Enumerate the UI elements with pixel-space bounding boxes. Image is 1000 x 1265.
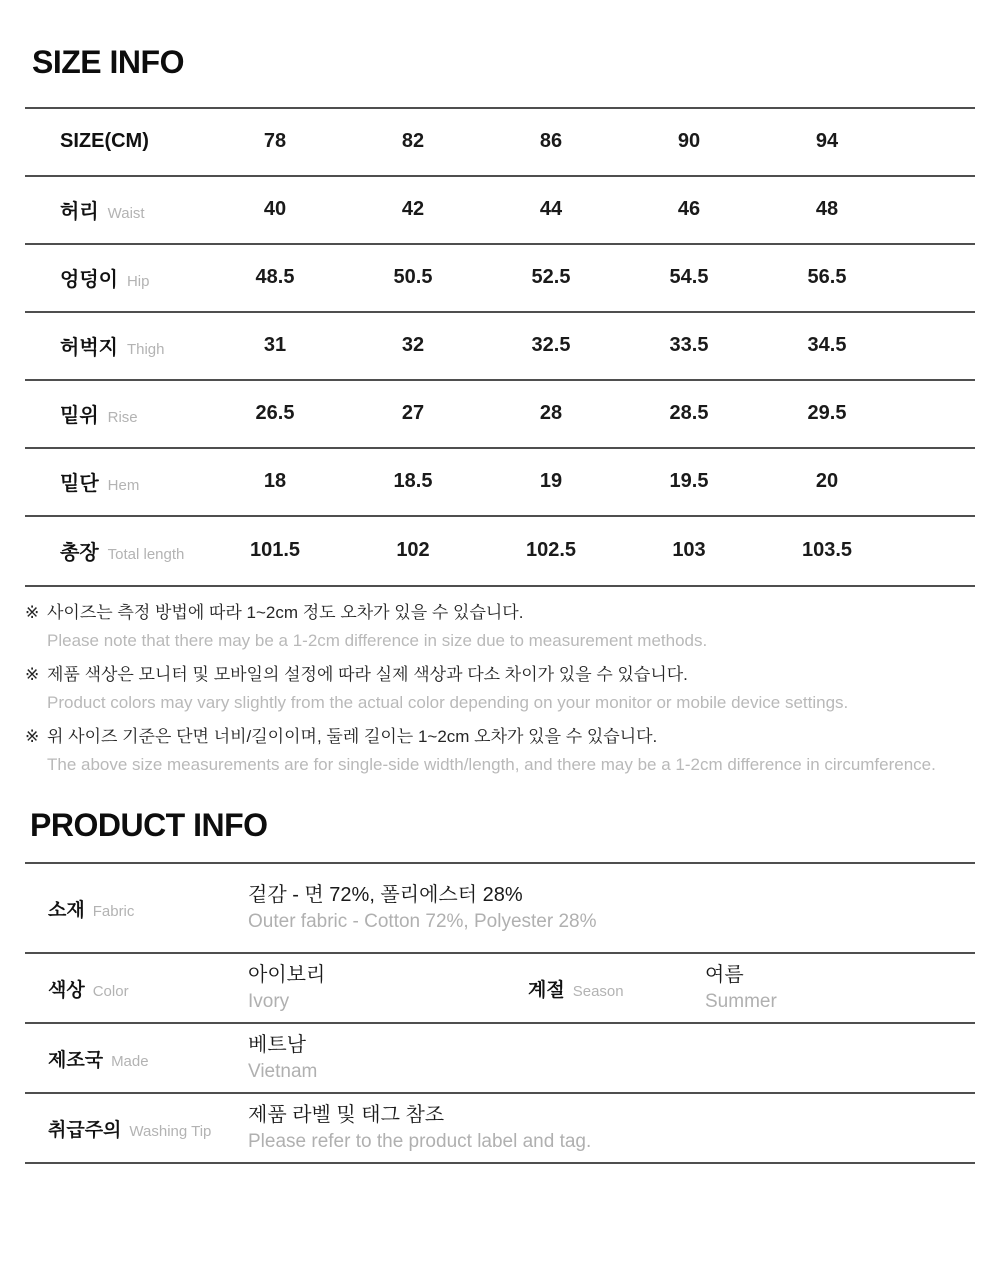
product-value-kr: 베트남 bbox=[248, 1033, 306, 1056]
note-text-en: Please note that there may be a 1-2cm difference in size due to measurement methods. bbox=[47, 630, 708, 650]
product-value-kr: 겉감 - 면 72%, 폴리에스터 28% bbox=[248, 883, 523, 906]
size-value: 103 bbox=[672, 539, 706, 562]
row-label-en: Total length bbox=[107, 546, 185, 564]
size-value: 103.5 bbox=[801, 539, 853, 562]
product-value bbox=[248, 883, 975, 934]
product-value-en: Ivory bbox=[248, 990, 290, 1012]
note-text-en: The above size measurements are for single-side width/length, and there may be a 1-2cm difference in circumference. bbox=[47, 754, 936, 774]
size-table-header-row bbox=[25, 108, 975, 176]
note-text-kr: 위 사이즈 기준은 단면 너비/길이이며, 둘레 길이는 1~2cm 오차가 있을 수 있습니다. bbox=[47, 726, 658, 746]
product-value bbox=[248, 1033, 975, 1084]
size-value: 102 bbox=[396, 539, 430, 562]
product-value-kr: 아이보리 bbox=[248, 963, 326, 986]
size-value: 40 bbox=[263, 198, 287, 221]
product-table bbox=[25, 862, 975, 1164]
size-column-header: 94 bbox=[815, 130, 839, 153]
row-label bbox=[25, 244, 206, 312]
product-label bbox=[505, 975, 705, 1002]
size-info-section bbox=[0, 46, 1000, 779]
size-value: 101.5 bbox=[249, 539, 301, 562]
size-value: 29.5 bbox=[807, 402, 847, 425]
product-row-fabric bbox=[25, 864, 975, 954]
row-label-kr: 엉덩이 bbox=[60, 269, 118, 292]
size-value: 31 bbox=[263, 334, 287, 357]
size-value: 32 bbox=[401, 334, 425, 357]
note-single-side bbox=[25, 723, 975, 779]
size-column-header: 86 bbox=[539, 130, 563, 153]
row-label bbox=[25, 516, 206, 586]
row-label-en: Hem bbox=[107, 477, 140, 495]
product-label-kr: 색상 bbox=[48, 979, 85, 1001]
size-value: 44 bbox=[539, 198, 563, 221]
size-value: 27 bbox=[401, 402, 425, 425]
row-label-en: Thigh bbox=[126, 341, 165, 359]
size-column-header: 90 bbox=[677, 130, 701, 153]
size-table-row-hip bbox=[25, 244, 975, 312]
row-label-kr: 밑단 bbox=[60, 473, 99, 496]
spacer-cell bbox=[896, 176, 975, 244]
size-value: 28.5 bbox=[669, 402, 709, 425]
product-label-en: Color bbox=[92, 982, 129, 1000]
size-column-header: 82 bbox=[401, 130, 425, 153]
row-label-kr: 밑위 bbox=[60, 405, 99, 428]
row-label-kr: 허리 bbox=[60, 201, 99, 224]
product-row-made bbox=[25, 1024, 975, 1094]
size-value: 46 bbox=[677, 198, 701, 221]
size-value: 48.5 bbox=[255, 266, 295, 289]
product-value-en: Summer bbox=[705, 990, 777, 1012]
row-label-kr: 총장 bbox=[60, 542, 99, 565]
size-value: 102.5 bbox=[525, 539, 577, 562]
row-label bbox=[25, 312, 206, 380]
size-value: 26.5 bbox=[255, 402, 295, 425]
product-value-en: Vietnam bbox=[248, 1060, 318, 1082]
spacer-cell bbox=[896, 108, 975, 176]
spacer-cell bbox=[896, 244, 975, 312]
product-label-kr: 제조국 bbox=[48, 1049, 104, 1071]
product-info-title: PRODUCT INFO bbox=[30, 806, 268, 843]
product-value-en: Please refer to the product label and tag. bbox=[248, 1130, 592, 1152]
product-label-en: Season bbox=[572, 982, 624, 1000]
note-marker: ※ bbox=[25, 664, 40, 684]
product-label-en: Made bbox=[111, 1052, 149, 1070]
spacer-cell bbox=[896, 312, 975, 380]
product-value-en: Outer fabric - Cotton 72%, Polyester 28% bbox=[248, 910, 597, 932]
size-table-row-total-length bbox=[25, 516, 975, 586]
note-color-difference bbox=[25, 661, 975, 717]
size-value: 19 bbox=[539, 470, 563, 493]
product-value-kr: 여름 bbox=[705, 963, 744, 986]
size-table-row-rise bbox=[25, 380, 975, 448]
size-value: 18 bbox=[263, 470, 287, 493]
size-value: 33.5 bbox=[669, 334, 709, 357]
product-label bbox=[25, 1045, 248, 1072]
product-value-kr: 제품 라벨 및 태그 참조 bbox=[248, 1103, 445, 1126]
spacer-cell bbox=[896, 516, 975, 586]
note-text-en: Product colors may vary slightly from the actual color depending on your monitor or mobile device settings. bbox=[47, 692, 849, 712]
product-value bbox=[705, 963, 975, 1014]
size-value: 34.5 bbox=[807, 334, 847, 357]
size-value: 50.5 bbox=[393, 266, 433, 289]
size-table-row-waist bbox=[25, 176, 975, 244]
product-label-kr: 취급주의 bbox=[48, 1119, 122, 1141]
product-detail-info-page bbox=[0, 46, 1000, 1265]
note-text-kr: 제품 색상은 모니터 및 모바일의 설정에 따라 실제 색상과 다소 차이가 있을 수 있습니다. bbox=[47, 664, 688, 684]
size-value: 28 bbox=[539, 402, 563, 425]
size-value: 52.5 bbox=[531, 266, 571, 289]
product-value bbox=[248, 963, 505, 1014]
spacer-cell bbox=[896, 448, 975, 516]
note-marker: ※ bbox=[25, 726, 40, 746]
product-label bbox=[25, 895, 248, 922]
note-text-kr: 사이즈는 측정 방법에 따라 1~2cm 정도 오차가 있을 수 있습니다. bbox=[47, 602, 524, 622]
product-label-en: Fabric bbox=[92, 902, 135, 920]
product-label bbox=[25, 1115, 248, 1142]
product-row-color-season bbox=[25, 954, 975, 1024]
size-value: 20 bbox=[815, 470, 839, 493]
product-label-kr: 소재 bbox=[48, 899, 85, 921]
size-table-row-hem bbox=[25, 448, 975, 516]
size-value: 18.5 bbox=[393, 470, 433, 493]
size-table-row-thigh bbox=[25, 312, 975, 380]
note-measurement bbox=[25, 599, 975, 655]
product-label-en: Washing Tip bbox=[129, 1122, 212, 1140]
product-row-washing-tip bbox=[25, 1094, 975, 1164]
row-label bbox=[25, 380, 206, 448]
size-info-title: SIZE INFO bbox=[32, 44, 184, 80]
row-label-kr: 허벅지 bbox=[60, 337, 118, 360]
size-value: 54.5 bbox=[669, 266, 709, 289]
size-value: 19.5 bbox=[669, 470, 709, 493]
product-label bbox=[25, 975, 248, 1002]
row-label bbox=[25, 176, 206, 244]
row-label-en: Hip bbox=[126, 273, 150, 291]
product-value bbox=[248, 1103, 975, 1154]
note-marker: ※ bbox=[25, 602, 40, 622]
size-value: 48 bbox=[815, 198, 839, 221]
size-column-header: 78 bbox=[263, 130, 287, 153]
row-label-en: Waist bbox=[107, 205, 145, 223]
size-value: 32.5 bbox=[531, 334, 571, 357]
product-info-section bbox=[0, 806, 1000, 1165]
size-table-header-label: SIZE(CM) bbox=[60, 130, 149, 153]
row-label bbox=[25, 448, 206, 516]
row-label-en: Rise bbox=[107, 409, 138, 427]
spacer-cell bbox=[896, 380, 975, 448]
product-label-kr: 계절 bbox=[528, 979, 565, 1001]
size-value: 56.5 bbox=[807, 266, 847, 289]
size-table bbox=[25, 107, 975, 587]
size-notes bbox=[25, 599, 975, 779]
size-value: 42 bbox=[401, 198, 425, 221]
